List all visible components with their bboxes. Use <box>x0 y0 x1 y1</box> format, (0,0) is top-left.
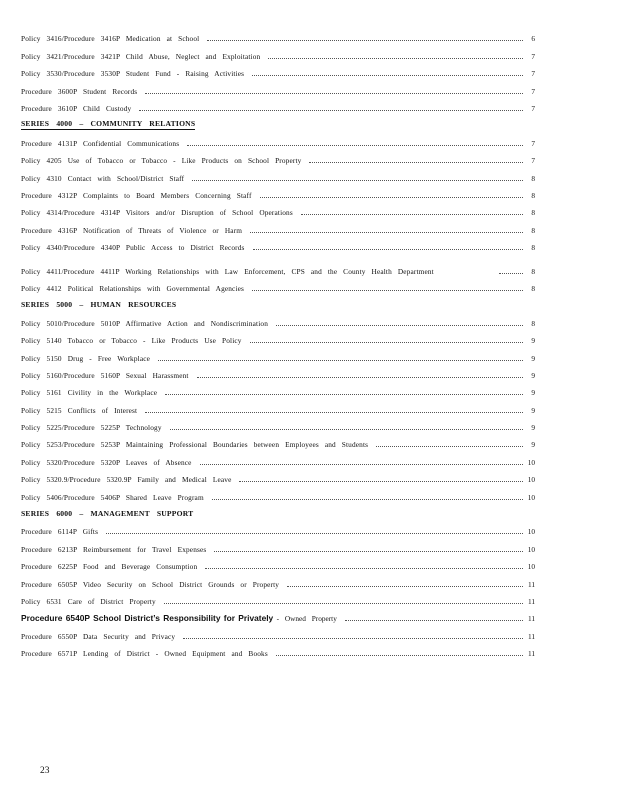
toc-entry-title: Procedure 6550P Data Security and Privacy <box>21 631 176 641</box>
toc-entry-title: Policy 6531 Care of District Property <box>21 597 156 606</box>
toc-entry-page: 9 <box>531 336 535 346</box>
toc-entry <box>21 78 535 95</box>
toc-entry <box>21 589 535 606</box>
toc-entry-title: Procedure 6225P Food and Beverage Consumption <box>21 562 198 572</box>
dot-leader <box>207 39 523 41</box>
toc-entry-title: Procedure 3610P Child Custody <box>21 103 132 113</box>
toc-entry-title <box>21 614 337 623</box>
dot-leader <box>376 445 523 447</box>
dot-leader <box>164 602 523 604</box>
table-of-contents <box>21 26 535 658</box>
toc-entry-title: Policy 5150 Drug - Free Workplace <box>21 353 150 363</box>
toc-entry-page: 8 <box>531 225 535 235</box>
toc-entry-page: 9 <box>531 440 535 450</box>
toc-entry-page: 7 <box>531 69 535 79</box>
toc-entry <box>21 276 535 293</box>
toc-entry <box>21 380 535 397</box>
toc-entry-page: 9 <box>531 388 535 398</box>
dot-leader <box>260 196 523 198</box>
toc-entry <box>21 467 535 484</box>
toc-entry <box>21 183 535 200</box>
toc-entry <box>21 484 535 501</box>
toc-entry <box>21 363 535 380</box>
series-heading-text: SERIES 4000 – COMMUNITY RELATIONS <box>21 119 196 129</box>
toc-entry-page: 7 <box>531 138 535 148</box>
toc-entry-page: 10 <box>527 492 535 502</box>
dot-leader <box>200 463 523 465</box>
toc-entry <box>21 345 535 362</box>
toc-entry-page: 10 <box>527 527 535 537</box>
toc-entry-title: Policy 5140 Tobacco or Tobacco - Like Products Use Policy <box>21 336 242 346</box>
dot-leader <box>499 272 523 274</box>
toc-entry-page: 8 <box>531 243 535 253</box>
dot-leader <box>139 109 523 111</box>
dot-leader <box>187 144 523 146</box>
toc-entry-title: Policy 5320/Procedure 5320P Leaves of Absence <box>21 457 192 467</box>
series-heading-text: SERIES 6000 – MANAGEMENT SUPPORT <box>21 509 194 519</box>
toc-entry-title: Policy 5161 Civility in the Workplace <box>21 388 158 398</box>
toc-entry-page: 11 <box>527 614 535 624</box>
dot-leader <box>252 74 523 76</box>
toc-entry <box>21 397 535 414</box>
dot-leader <box>165 393 523 395</box>
toc-entry <box>21 96 535 113</box>
dot-leader <box>268 57 523 59</box>
toc-entry-title: Policy 5225/Procedure 5225P Technology <box>21 423 162 433</box>
toc-entry-title: Policy 4310 Contact with School/District Staff <box>21 173 185 183</box>
dot-leader <box>106 532 523 534</box>
toc-entry-page: 6 <box>531 34 535 44</box>
toc-entry <box>21 26 535 43</box>
dot-leader <box>345 619 523 621</box>
toc-entry <box>21 43 535 60</box>
toc-entry-title-rest: - Owned Property <box>276 614 337 624</box>
toc-entry-title: Policy 5215 Conflicts of Interest <box>21 405 138 415</box>
toc-entry <box>21 432 535 449</box>
toc-entry-title-main: Procedure 6540P School District’s Responsibility for Privately <box>21 613 274 624</box>
series-heading <box>21 113 535 130</box>
dot-leader <box>197 376 523 378</box>
toc-entry-title: Procedure 4131P Confidential Communications <box>21 138 180 148</box>
toc-entry <box>21 200 535 217</box>
toc-entry-page: 7 <box>531 156 535 166</box>
dot-leader <box>309 161 523 163</box>
toc-entry-title: Policy 4205 Use of Tobacco or Tobacco - Like Products on School Property <box>21 156 302 166</box>
dot-leader <box>212 498 523 500</box>
toc-entry-page: 8 <box>531 190 535 200</box>
toc-entry-title: Procedure 6114P Gifts <box>21 527 99 537</box>
dot-leader <box>301 213 523 215</box>
toc-entry-title: Procedure 6571P Lending of District - Owned Equipment and Books <box>21 649 268 659</box>
toc-entry-title: Policy 3421/Procedure 3421P Child Abuse, Neglect and Exploitation <box>21 51 261 61</box>
toc-entry-title: Policy 4340/Procedure 4340P Public Access to District Records <box>21 243 245 253</box>
dot-leader <box>192 179 523 181</box>
dot-leader <box>276 654 523 656</box>
toc-entry-title: Policy 5320.9/Procedure 5320.9P Family and Medical Leave <box>21 475 232 485</box>
toc-entry <box>21 554 535 571</box>
toc-entry-page: 11 <box>527 579 535 589</box>
toc-entry <box>21 130 535 147</box>
dot-leader <box>250 341 523 343</box>
toc-entry-title: Policy 5253/Procedure 5253P Maintaining Professional Boundaries between Employees and Students <box>21 440 369 450</box>
series-heading-text: SERIES 5000 – HUMAN RESOURCES <box>21 300 177 310</box>
dot-leader <box>205 567 523 569</box>
dot-leader <box>250 231 523 233</box>
toc-entry-page: 7 <box>531 51 535 61</box>
dot-leader <box>253 248 523 250</box>
toc-entry-title: Policy 3416/Procedure 3416P Medication at School <box>21 34 200 44</box>
page-number: 23 <box>40 766 50 776</box>
toc-entry <box>21 536 535 553</box>
toc-entry <box>21 606 535 623</box>
toc-entry-page: 10 <box>527 457 535 467</box>
dot-leader <box>183 637 523 639</box>
toc-entry-title: Procedure 4312P Complaints to Board Members Concerning Staff <box>21 190 252 200</box>
dot-leader <box>170 428 523 430</box>
dot-leader <box>239 480 523 482</box>
toc-entry-title: Policy 4411/Procedure 4411P Working Relationships with Law Enforcement, CPS and the County Health Department <box>21 266 434 276</box>
toc-entry <box>21 148 535 165</box>
toc-entry <box>21 449 535 466</box>
toc-entry <box>21 571 535 588</box>
toc-entry-title: Policy 4314/Procedure 4314P Visitors and/or Disruption of School Operations <box>21 208 293 218</box>
toc-entry <box>21 519 535 536</box>
dot-leader <box>145 92 523 94</box>
toc-entry-page: 7 <box>531 103 535 113</box>
toc-entry-title: Policy 5010/Procedure 5010P Affirmative Action and Nondiscrimination <box>21 318 268 328</box>
toc-entry-page: 8 <box>531 283 535 293</box>
toc-entry-title: Policy 5406/Procedure 5406P Shared Leave Program <box>21 492 204 502</box>
dot-leader <box>145 411 523 413</box>
toc-entry-page: 11 <box>527 649 535 659</box>
toc-entry-page: 10 <box>527 475 535 485</box>
dot-leader <box>276 324 523 326</box>
toc-entry-page: 9 <box>531 370 535 380</box>
dot-leader <box>158 359 523 361</box>
toc-entry <box>21 165 535 182</box>
toc-entry <box>21 217 535 234</box>
toc-entry-title: Policy 3530/Procedure 3530P Student Fund - Raising Activities <box>21 69 245 79</box>
toc-entry-page: 7 <box>531 86 535 96</box>
toc-entry <box>21 235 535 252</box>
series-heading <box>21 502 535 519</box>
toc-entry <box>21 623 535 640</box>
toc-entry-title: Procedure 6213P Reimbursement for Travel Expenses <box>21 544 207 554</box>
toc-entry-page: 9 <box>531 353 535 363</box>
toc-entry-page: 11 <box>527 631 535 641</box>
toc-entry-title: Policy 4412 Political Relationships with Governmental Agencies <box>21 283 244 293</box>
toc-entry <box>21 310 535 327</box>
dot-leader <box>214 550 523 552</box>
series-heading <box>21 293 535 310</box>
toc-entry <box>21 252 535 276</box>
toc-entry-page: 11 <box>527 597 535 606</box>
toc-entry <box>21 415 535 432</box>
toc-entry-page: 9 <box>531 405 535 415</box>
toc-entry <box>21 61 535 78</box>
dot-leader <box>287 585 523 587</box>
toc-entry-page: 9 <box>531 423 535 433</box>
toc-entry-page: 8 <box>531 266 535 276</box>
toc-entry-title: Procedure 3600P Student Records <box>21 86 138 96</box>
toc-entry-title: Policy 5160/Procedure 5160P Sexual Harassment <box>21 370 189 380</box>
toc-entry-page: 8 <box>531 208 535 218</box>
dot-leader <box>252 289 523 291</box>
toc-entry <box>21 328 535 345</box>
toc-entry-page: 8 <box>531 318 535 328</box>
toc-entry-page: 10 <box>527 544 535 554</box>
toc-entry <box>21 641 535 658</box>
toc-entry-page: 10 <box>527 562 535 572</box>
toc-entry-title: Procedure 4316P Notification of Threats of Violence or Harm <box>21 225 243 235</box>
toc-entry-page: 8 <box>531 173 535 183</box>
toc-entry-title: Procedure 6505P Video Security on School District Grounds or Property <box>21 579 280 589</box>
